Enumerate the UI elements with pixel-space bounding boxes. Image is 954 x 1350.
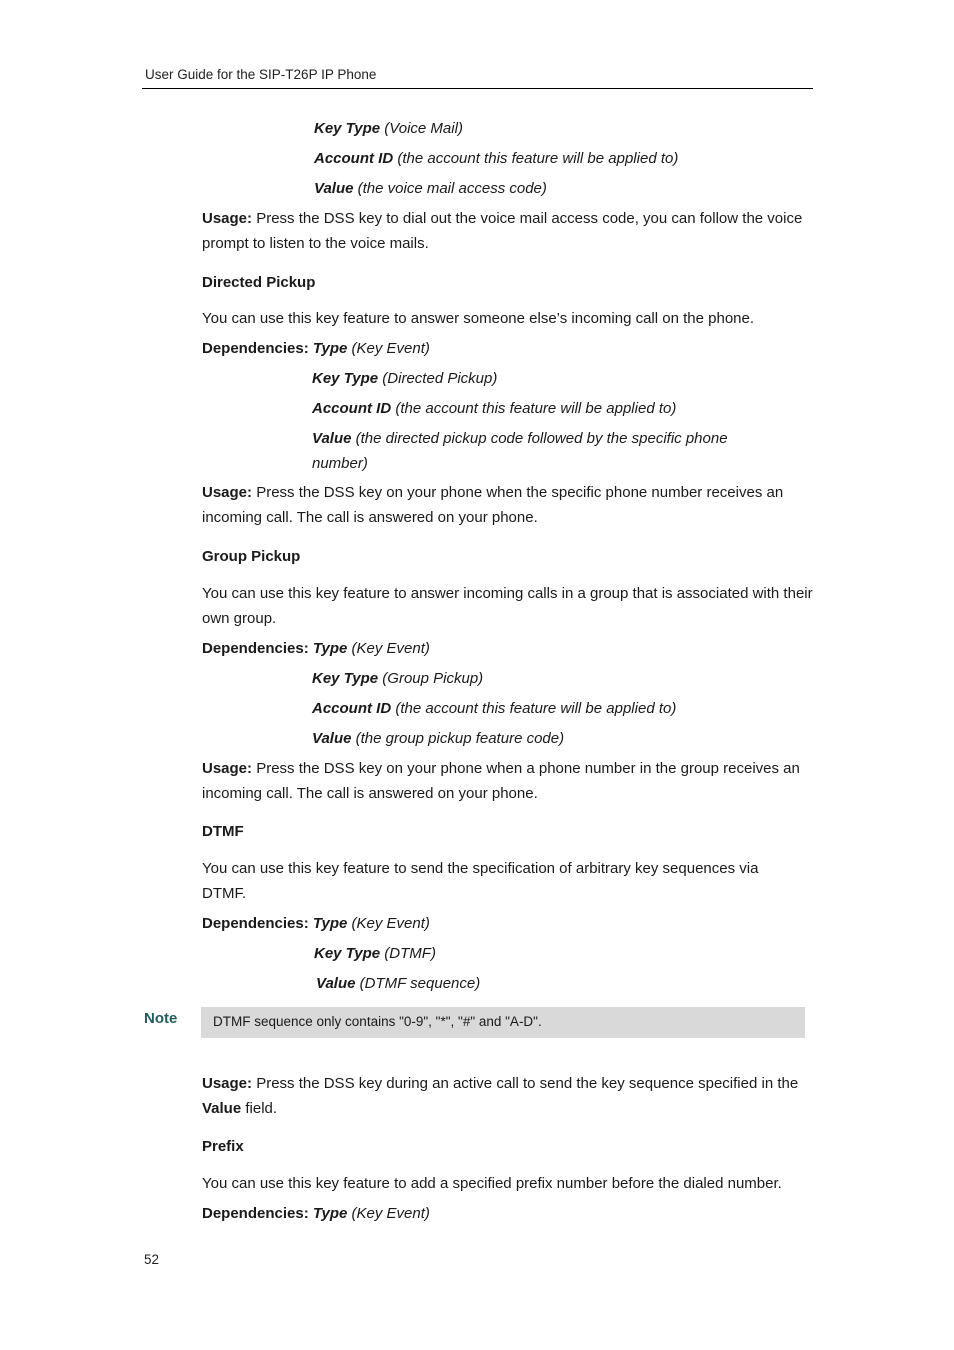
prefix-intro: You can use this key feature to add a specified prefix number before the dialed number. bbox=[202, 1175, 782, 1192]
key-type-value: (Group Pickup) bbox=[378, 670, 484, 687]
directed-pickup-key-type bbox=[312, 366, 497, 391]
usage-label: Usage: bbox=[202, 484, 253, 501]
voice-mail-account-id bbox=[314, 146, 678, 171]
type-value: (Key Event) bbox=[347, 915, 430, 932]
account-id-value: (the account this feature will be applied to) bbox=[391, 400, 677, 417]
dtmf-usage bbox=[202, 1071, 814, 1121]
dependencies-label: Dependencies: bbox=[202, 640, 309, 657]
page-header-title: User Guide for the SIP-T26P IP Phone bbox=[145, 67, 377, 82]
account-id-label: Account ID bbox=[314, 150, 394, 167]
key-type-label: Key Type bbox=[314, 945, 381, 962]
usage-text: Press the DSS key on your phone when the specific phone number receives an incoming call. The call is answered on your phone. bbox=[202, 484, 784, 526]
directed-pickup-usage bbox=[202, 480, 814, 530]
dtmf-key-type bbox=[314, 941, 436, 966]
usage-value-word: Value bbox=[202, 1100, 242, 1117]
value-description: (the directed pickup code followed by the specific phone number) bbox=[312, 430, 728, 472]
value-label: Value bbox=[316, 975, 356, 992]
account-id-label: Account ID bbox=[312, 400, 392, 417]
dtmf-dependencies bbox=[202, 911, 430, 936]
note-text: DTMF sequence only contains "0-9", "*", "#" and "A-D". bbox=[213, 1014, 542, 1029]
type-label: Type bbox=[312, 640, 348, 657]
type-label: Type bbox=[312, 1205, 348, 1222]
type-value: (Key Event) bbox=[347, 640, 430, 657]
usage-label: Usage: bbox=[202, 1075, 253, 1092]
prefix-heading: Prefix bbox=[202, 1138, 244, 1155]
usage-text-after: field. bbox=[241, 1100, 278, 1117]
usage-text: Press the DSS key to dial out the voice mail access code, you can follow the voice prompt to listen to the voice mails. bbox=[202, 210, 803, 252]
account-id-value: (the account this feature will be applied to) bbox=[393, 150, 679, 167]
directed-pickup-value bbox=[312, 426, 772, 476]
group-pickup-value bbox=[312, 726, 564, 751]
account-id-value: (the account this feature will be applied to) bbox=[391, 700, 677, 717]
usage-label: Usage: bbox=[202, 210, 253, 227]
dependencies-label: Dependencies: bbox=[202, 1205, 309, 1222]
account-id-label: Account ID bbox=[312, 700, 392, 717]
group-pickup-dependencies bbox=[202, 636, 430, 661]
directed-pickup-account-id bbox=[312, 396, 676, 421]
dependencies-label: Dependencies: bbox=[202, 915, 309, 932]
key-type-label: Key Type bbox=[312, 370, 379, 387]
dtmf-heading: DTMF bbox=[202, 823, 244, 840]
voice-mail-value bbox=[314, 176, 547, 201]
key-type-label: Key Type bbox=[312, 670, 379, 687]
voice-mail-usage bbox=[202, 206, 814, 256]
usage-text: Press the DSS key on your phone when a phone number in the group receives an incoming call. The call is answered on your phone. bbox=[202, 760, 800, 802]
group-pickup-usage bbox=[202, 756, 814, 806]
type-value: (Key Event) bbox=[347, 340, 430, 357]
note-box bbox=[201, 1007, 805, 1038]
group-pickup-intro: You can use this key feature to answer incoming calls in a group that is associated with their own group. bbox=[202, 585, 813, 627]
type-label: Type bbox=[312, 915, 348, 932]
type-value: (Key Event) bbox=[347, 1205, 430, 1222]
key-type-label: Key Type bbox=[314, 120, 381, 137]
header-divider bbox=[142, 88, 813, 89]
key-type-value: (Directed Pickup) bbox=[378, 370, 498, 387]
dependencies-label: Dependencies: bbox=[202, 340, 309, 357]
group-pickup-heading: Group Pickup bbox=[202, 548, 301, 565]
directed-pickup-heading: Directed Pickup bbox=[202, 274, 316, 291]
usage-label: Usage: bbox=[202, 760, 253, 777]
value-description: (the voice mail access code) bbox=[353, 180, 547, 197]
value-label: Value bbox=[314, 180, 354, 197]
type-label: Type bbox=[312, 340, 348, 357]
note-label: Note bbox=[144, 1010, 178, 1027]
directed-pickup-intro: You can use this key feature to answer someone else’s incoming call on the phone. bbox=[202, 310, 755, 327]
dtmf-value bbox=[316, 971, 480, 996]
usage-text-before: Press the DSS key during an active call to send the key sequence specified in the bbox=[252, 1075, 799, 1092]
key-type-value: (DTMF) bbox=[380, 945, 436, 962]
value-label: Value bbox=[312, 730, 352, 747]
key-type-value: (Voice Mail) bbox=[380, 120, 463, 137]
dtmf-intro: You can use this key feature to send the specification of arbitrary key sequences via DTMF. bbox=[202, 860, 759, 902]
group-pickup-key-type bbox=[312, 666, 483, 691]
group-pickup-account-id bbox=[312, 696, 676, 721]
value-description: (DTMF sequence) bbox=[355, 975, 481, 992]
directed-pickup-dependencies bbox=[202, 336, 430, 361]
value-description: (the group pickup feature code) bbox=[351, 730, 565, 747]
prefix-dependencies bbox=[202, 1201, 430, 1226]
value-label: Value bbox=[312, 430, 352, 447]
page-number: 52 bbox=[144, 1252, 160, 1267]
voice-mail-key-type bbox=[314, 116, 463, 141]
